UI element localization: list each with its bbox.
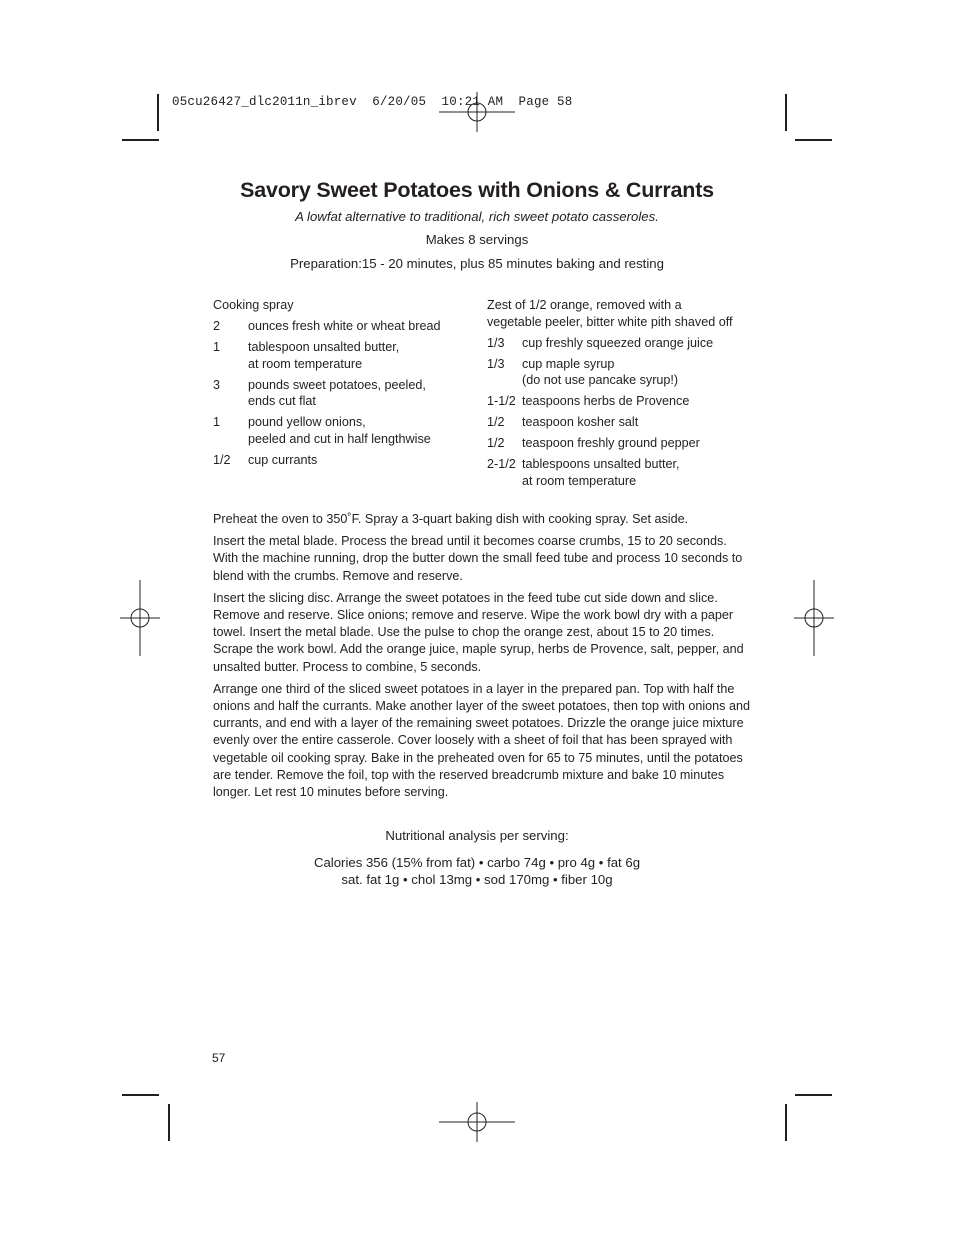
ingredient-qty: 2 (213, 319, 221, 333)
ingredient-desc: teaspoons herbs de Provence (522, 394, 690, 408)
registration-mark-icon (776, 580, 852, 656)
registration-mark-icon (439, 1084, 515, 1160)
ingredient-qty: 3 (213, 377, 221, 392)
registration-mark-icon (102, 580, 178, 656)
crop-mark (157, 94, 159, 131)
ingredient-qty: 1-1/2 (487, 394, 516, 408)
servings: Makes 8 servings (425, 232, 529, 247)
ingredient-item (213, 297, 463, 314)
nutrition-line: Calories 356 (15% from fat) • carbo 74g • pro 4g • fat 6g (313, 855, 641, 870)
ingredient-item (213, 377, 463, 410)
preparation-time: Preparation:15 - 20 minutes, plus 85 minutes baking and resting (290, 256, 664, 271)
ingredient-item (487, 335, 757, 352)
nutrition-heading: Nutritional analysis per serving: (385, 828, 569, 843)
ingredient-qty: 2-1/2 (487, 457, 516, 471)
ingredient-qty: 1/3 (487, 356, 505, 371)
crop-mark (785, 1104, 787, 1141)
ingredient-qty: 1/3 (487, 335, 505, 350)
step-paragraph: Arrange one third of the sliced sweet potatoes in a layer in the prepared pan. Top with half the onions and half the currants. Make another layer of the sweet potatoes, then top with onions and currants, and end with a layer of the remaining sweet potatoes. Drizzle the orange juice mixture evenly over the entire casserole. Cover loosely with a sheet of foil that has been sprayed with vegetable oil cooking spray. Bake in the preheated oven for 65 to 75 minutes, until the potatoes are tender. Remove the foil, top with the reserved breadcrumb mixture and bake 10 minutes longer. Let rest 10 minutes before serving. (213, 681, 750, 800)
ingredient-item (487, 435, 757, 452)
ingredient-item (213, 452, 463, 469)
crop-mark (122, 1094, 159, 1096)
crop-mark (785, 94, 787, 131)
ingredient-qty: 1/2 (213, 452, 231, 467)
ingredient-desc: Cooking spray (213, 298, 294, 312)
ingredient-item (487, 414, 757, 431)
ingredient-item (487, 393, 757, 410)
ingredient-qty: 1/2 (487, 436, 505, 450)
ingredient-qty: 1/2 (487, 415, 505, 429)
ingredient-item (213, 318, 463, 335)
recipe-subtitle: A lowfat alternative to traditional, rich sweet potato casseroles. (295, 209, 659, 224)
ingredient-desc: teaspoon freshly ground pepper (522, 436, 700, 450)
step-paragraph: Insert the slicing disc. Arrange the sweet potatoes in the feed tube cut side down and slice. Remove and reserve. Slice onions; remove and reserve. Wipe the work bowl dry with a paper towel. Insert the metal blade. Use the pulse to chop the orange zest, about 15 to 20 times. Scrape the work bowl. Add the orange juice, maple syrup, herbs de Provence, salt, pepper, and unsalted butter. Process to combine, 5 seconds. (213, 590, 744, 674)
ingredient-item (213, 414, 463, 447)
ingredient-item (487, 297, 757, 330)
print-slug: 05cu26427_dlc2011n_ibrev 6/20/05 10:21 AM Page 58 (172, 95, 573, 109)
ingredient-desc: teaspoon kosher salt (522, 415, 639, 429)
ingredient-desc: ounces fresh white or wheat bread (248, 319, 441, 333)
registration-mark-icon (439, 74, 515, 150)
ingredient-desc: cup currants (248, 452, 318, 467)
ingredient-desc: pounds sweet potatoes, peeled, ends cut flat (248, 377, 426, 408)
page-number: 57 (212, 1051, 226, 1065)
ingredient-desc: Zest of 1/2 orange, removed with a vegetable peeler, bitter white pith shaved off (487, 298, 733, 329)
ingredient-desc: cup maple syrup (do not use pancake syrup!) (522, 356, 679, 387)
ingredient-desc: pound yellow onions, peeled and cut in half lengthwise (248, 415, 431, 446)
ingredient-desc: tablespoon unsalted butter, at room temperature (248, 340, 400, 371)
crop-mark (168, 1104, 170, 1141)
recipe-steps (213, 511, 753, 806)
crop-mark (122, 139, 159, 141)
ingredient-desc: cup freshly squeezed orange juice (522, 335, 714, 350)
nutrition-line: sat. fat 1g • chol 13mg • sod 170mg • fiber 10g (341, 872, 613, 887)
ingredient-item (213, 339, 463, 372)
ingredients-left (213, 297, 463, 473)
crop-mark (795, 1094, 832, 1096)
step-paragraph: Preheat the oven to 350˚F. Spray a 3-quart baking dish with cooking spray. Set aside. (213, 512, 689, 526)
ingredient-desc: tablespoons unsalted butter, at room temperature (522, 457, 680, 488)
ingredients-right (487, 297, 757, 494)
ingredient-item (487, 456, 757, 489)
recipe-title: Savory Sweet Potatoes with Onions & Currants (240, 178, 714, 202)
ingredient-qty: 1 (213, 340, 221, 354)
ingredient-item (487, 356, 757, 389)
ingredient-qty: 1 (213, 415, 221, 429)
step-paragraph: Insert the metal blade. Process the bread until it becomes coarse crumbs, 15 to 20 seconds. With the machine running, drop the butter down the small feed tube and process 10 seconds to blend with the crumbs. Remove and reserve. (213, 534, 743, 583)
crop-mark (795, 139, 832, 141)
